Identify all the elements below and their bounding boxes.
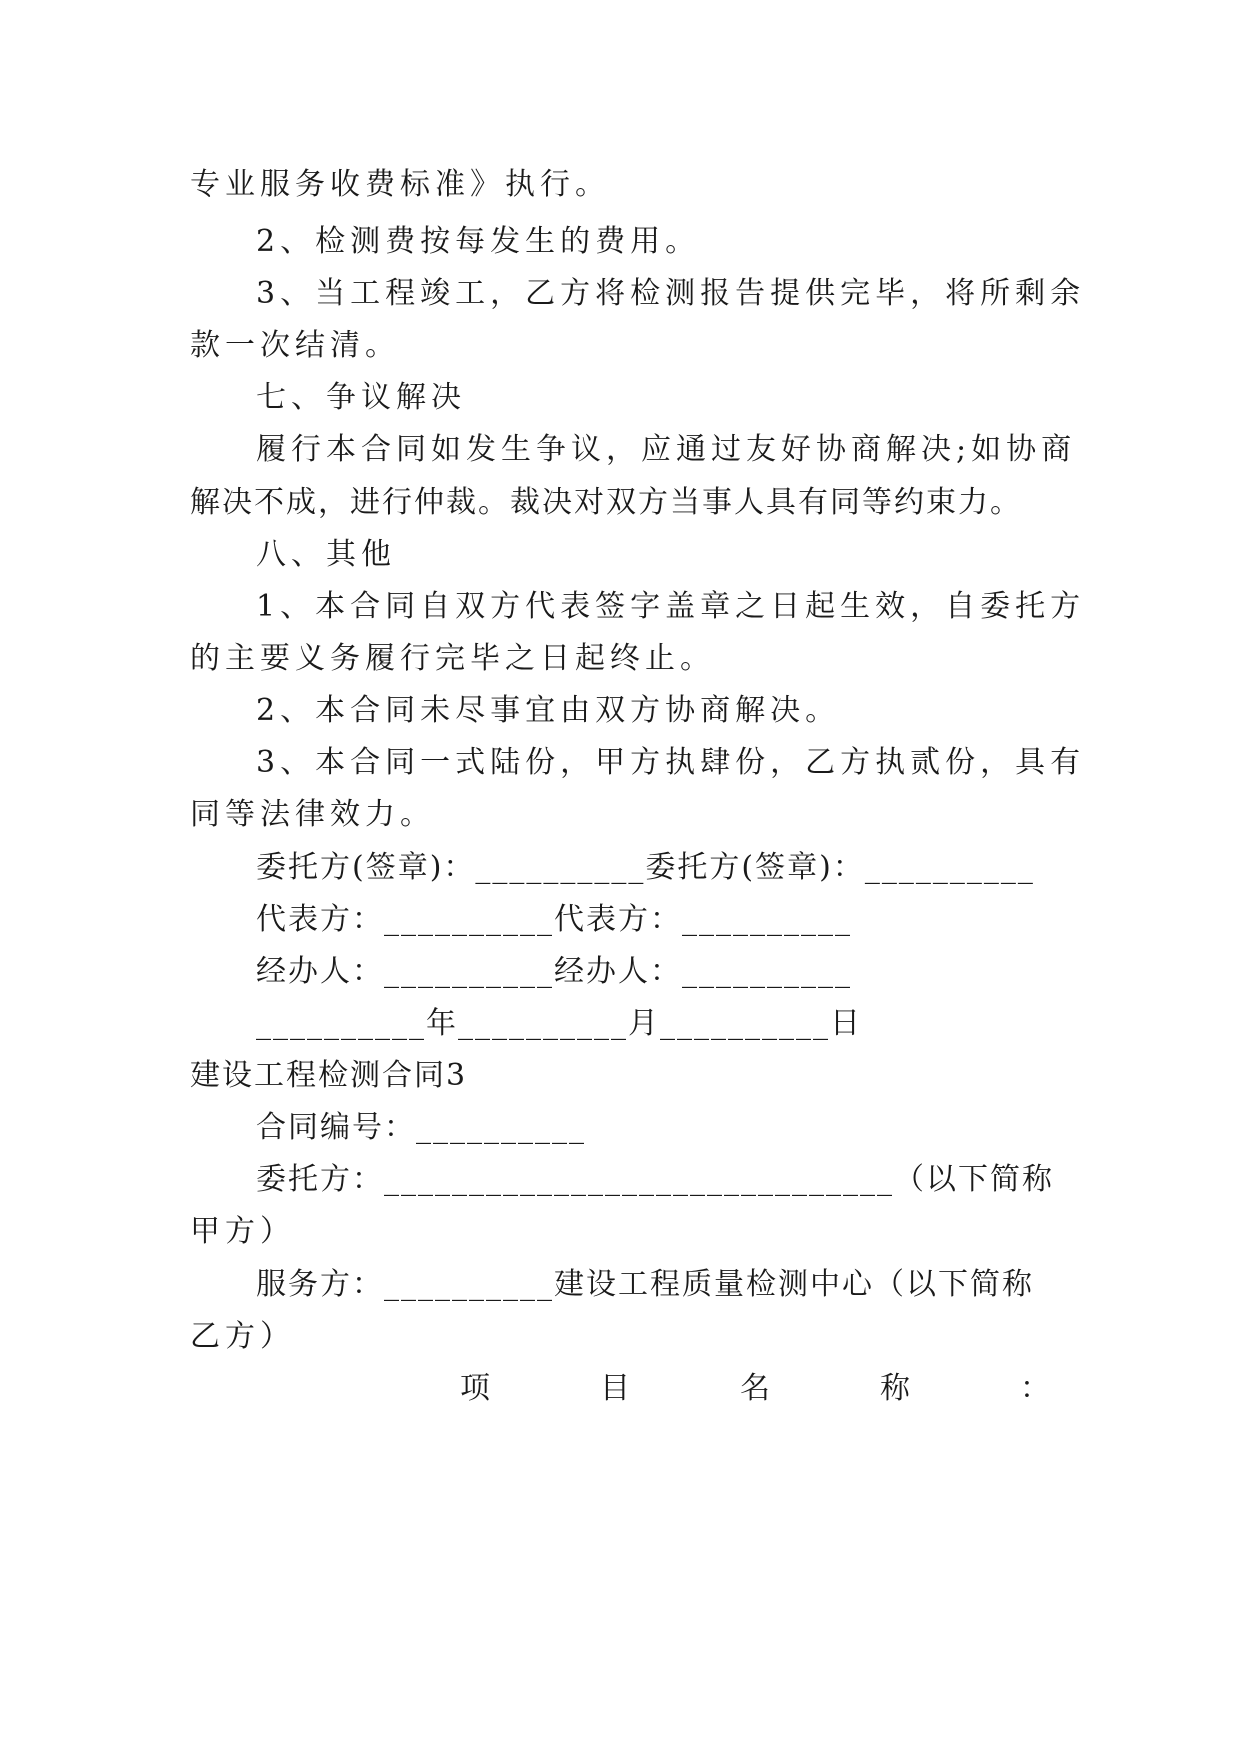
contract-number-line: 合同编号：__________ xyxy=(256,1110,586,1145)
section-heading: 八、其他 xyxy=(256,537,396,572)
project-name-colon: ： xyxy=(1020,1371,1050,1406)
signature-line: 委托方(签章)：__________委托方(签章)：__________ xyxy=(256,850,1035,885)
paragraph-line: 乙方） xyxy=(190,1319,295,1354)
signature-line: 经办人：__________经办人：__________ xyxy=(256,954,852,989)
paragraph-line: 2、本合同未尽事宜由双方协商解决。 xyxy=(256,693,841,728)
client-line: 委托方：______________________________（以下简称 xyxy=(256,1162,1054,1197)
paragraph-line: 履行本合同如发生争议，应通过友好协商解决;如协商 xyxy=(256,432,1077,467)
paragraph-line: 甲方） xyxy=(190,1214,295,1249)
section-heading: 七、争议解决 xyxy=(256,380,466,415)
project-name-char: 名 xyxy=(740,1371,770,1406)
contract-title: 建设工程检测合同3 xyxy=(190,1058,468,1093)
paragraph-line: 2、检测费按每发生的费用。 xyxy=(256,224,701,259)
paragraph-line: 解决不成，进行仲裁。裁决对双方当事人具有同等约束力。 xyxy=(190,485,1022,520)
date-line: __________年__________月__________日 xyxy=(256,1006,862,1041)
project-name-label xyxy=(460,1364,1050,1414)
paragraph-line: 的主要义务履行完毕之日起终止。 xyxy=(190,641,715,676)
project-name-char: 项 xyxy=(460,1371,490,1406)
signature-line: 代表方：__________代表方：__________ xyxy=(256,902,852,937)
paragraph-line: 同等法律效力。 xyxy=(190,797,435,832)
paragraph-line: 3、当工程竣工，乙方将检测报告提供完毕，将所剩余 xyxy=(256,276,1086,311)
paragraph-line: 款一次结清。 xyxy=(190,328,400,363)
paragraph-line: 1、本合同自双方代表签字盖章之日起生效，自委托方 xyxy=(256,589,1086,624)
paragraph-line: 3、本合同一式陆份，甲方执肆份，乙方执贰份，具有 xyxy=(256,745,1086,780)
service-provider-line: 服务方：__________建设工程质量检测中心（以下简称 xyxy=(256,1267,1034,1302)
paragraph-line: 专业服务收费标准》执行。 xyxy=(190,167,610,202)
project-name-char: 目 xyxy=(600,1371,630,1406)
project-name-char: 称 xyxy=(880,1371,910,1406)
